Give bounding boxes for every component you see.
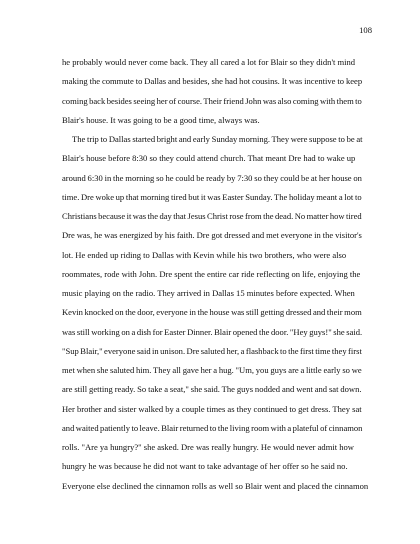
text-line: and waited patiently to leave. Blair returned to the living room with a plateful of cinnamon [62, 422, 363, 433]
text-line: he probably would never come back. They all cared a lot for Blair so they didn't mind [62, 57, 356, 67]
text-line: making the commute to Dallas and besides, she had hot cousins. It was incentive to keep [62, 76, 363, 87]
text-line: Everyone else declined the cinnamon rolls as well so Blair went and placed the cinnamon [62, 480, 369, 491]
text-line: are still getting ready. So take a seat," she said. The guys nodded and went and sat down. [62, 384, 362, 395]
text-line: Christians because it was the day that Jesus Christ rose from the dead. No matter how tired [62, 211, 362, 221]
body-text [62, 53, 369, 496]
text-line: Blair's house before 8:30 so they could attend church. That meant Dre had to wake up [62, 153, 356, 164]
text-line: Dre was, he was energized by his faith. Dre got dressed and met everyone in the visitor's [62, 230, 362, 241]
text-line: coming back besides seeing her of course. Their friend John was also coming with them to [62, 95, 362, 106]
text-line: time. Dre woke up that morning tired but it was Easter Sunday. The holiday meant a lot to [62, 191, 362, 202]
text-line: "Sup Blair," everyone said in unison. Dre saluted her, a flashback to the first time they first [62, 345, 362, 356]
text-line: roommates, rode with John. Dre spent the entire car ride reflecting on life, enjoying the [62, 268, 361, 279]
text-line: The trip to Dallas started bright and early Sunday morning. They were suppose to be at [72, 134, 363, 144]
text-line: Kevin knocked on the door, everyone in the house was still getting dressed and their mom [62, 307, 362, 318]
text-line: music playing on the radio. They arrived in Dallas 15 minutes before expected. When [62, 288, 355, 298]
text-line: hungry he was because he did not want to take advantage of her offer so he said no. [62, 461, 348, 472]
text-line: lot. He ended up riding to Dallas with Kevin while his two brothers, who were also [62, 249, 347, 260]
page-number: 108 [359, 25, 372, 35]
text-line: rolls. "Are ya hungry?" she asked. Dre was really hungry. He would never admit how [62, 442, 354, 452]
text-line: Her brother and sister walked by a couple times as they continued to get dress. They sat [62, 403, 362, 414]
text-line: around 6:30 in the morning so he could be ready by 7:30 so they could be at her house on [62, 172, 362, 183]
text-line: met when she saluted him. They all gave her a hug. "Um, you guys are a little early so we [62, 365, 362, 375]
text-line: was still working on a dish for Easter Dinner. Blair opened the door. "Hey guys!" she said. [62, 326, 363, 337]
text-line: Blair's house. It was going to be a good time, always was. [62, 114, 260, 125]
